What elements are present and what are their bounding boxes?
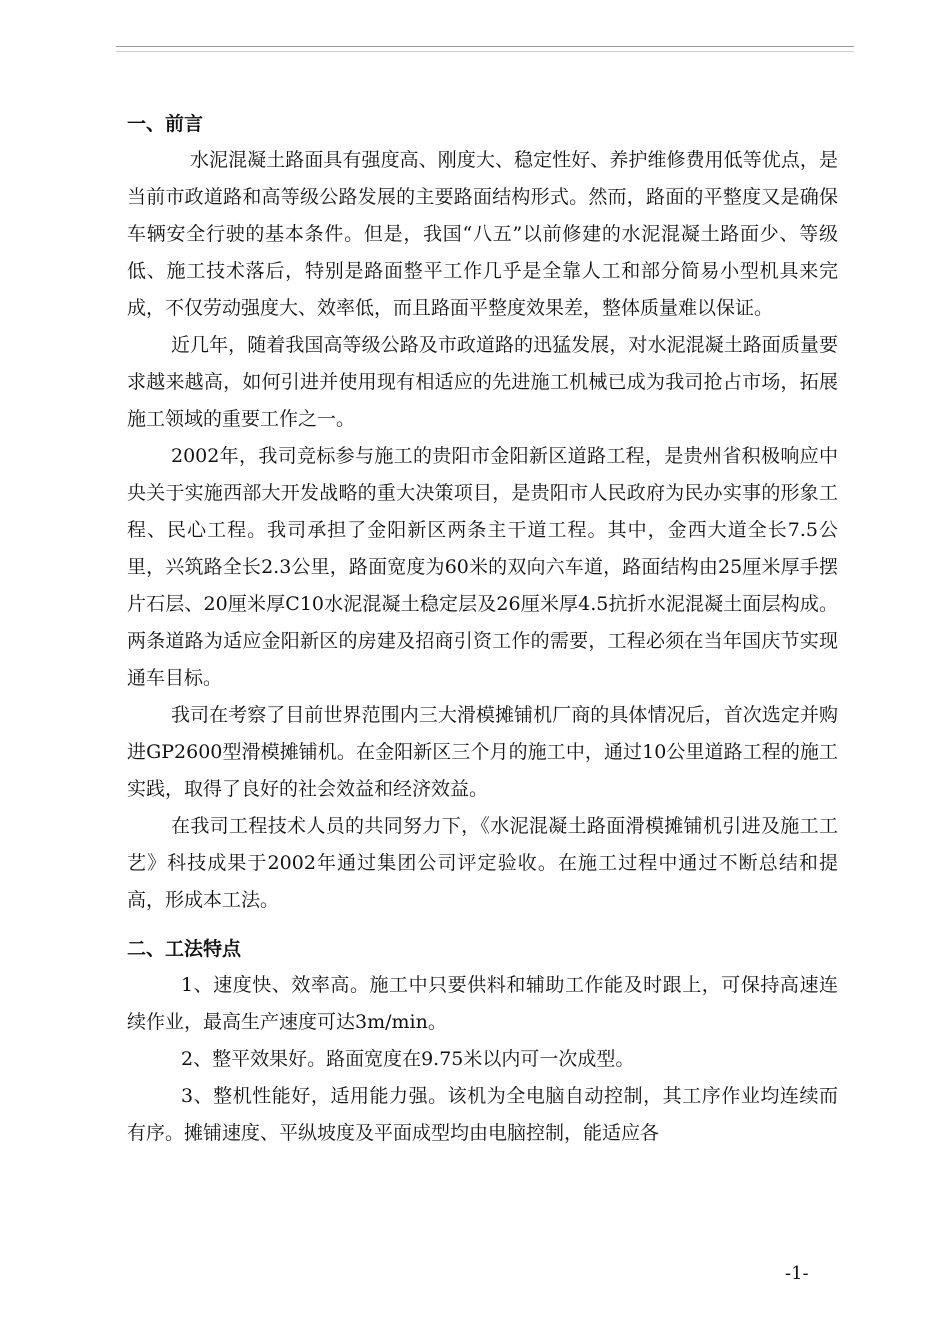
paragraph: 2、整平效果好。路面宽度在9.75米以内可一次成型。 (181, 1048, 635, 1070)
paragraph: 3、整机性能好，适用能力强。该机为全电脑自动控制，其工序作业均连续而有序。摊铺速度、平纵坡度及平面成型均由电脑控制，能适应各 (127, 1085, 838, 1144)
header-rule (116, 46, 854, 47)
paragraph: 水泥混凝土路面具有强度高、刚度大、稳定性好、养护维修费用低等优点，是当前市政道路和高等级公路发展的主要路面结构形式。然而，路面的平整度又是确保车辆安全行驶的基本条件。但是，我国“八五”以前修建的水泥混凝土路面少、等级低、施工技术落后，特别是路面整平工作几乎是全靠人工和部分简易小型机具来完成，不仅劳动强度大、效率低，而且路面平整度效果差，整体质量难以保证。 (127, 149, 838, 319)
document-body (127, 106, 838, 1152)
header-rule-secondary (116, 51, 854, 52)
paragraph: 近几年，随着我国高等级公路及市政道路的迅猛发展，对水泥混凝土路面质量要求越来越高，如何引进并使用现有相适应的先进施工机械已成为我司抢占市场，拓展施工领域的重要工作之一。 (127, 334, 838, 430)
section-heading-features: 二、工法特点 (127, 938, 242, 960)
paragraph: 我司在考察了目前世界范围内三大滑模摊铺机厂商的具体情况后，首次选定并购进GP2600型滑模摊铺机。在金阳新区三个月的施工中，通过10公里道路工程的施工实践，取得了良好的社会效益和经济效益。 (127, 704, 838, 800)
page-number: -1- (785, 1263, 809, 1284)
paragraph: 2002年，我司竞标参与施工的贵阳市金阳新区道路工程，是贵州省积极响应中央关于实施西部大开发战略的重大决策项目，是贵阳市人民政府为民办实事的形象工程、民心工程。我司承担了金阳新区两条主干道工程。其中，金西大道全长7.5公里，兴筑路全长2.3公里，路面宽度为60米的双向六车道，路面结构由25厘米厚手摆片石层、20厘米厚C10水泥混凝土稳定层及26厘米厚4.5抗折水泥混凝土面层构成。两条道路为适应金阳新区的房建及招商引资工作的需要，工程必须在当年国庆节实现通车目标。 (127, 445, 838, 689)
section-heading-preface: 一、前言 (127, 113, 204, 135)
paragraph: 在我司工程技术人员的共同努力下，《水泥混凝土路面滑模摊铺机引进及施工工艺》科技成果于2002年通过集团公司评定验收。在施工过程中通过不断总结和提高，形成本工法。 (127, 815, 838, 911)
paragraph: 1、速度快、效率高。施工中只要供料和辅助工作能及时跟上，可保持高速连续作业，最高生产速度可达3m/min。 (127, 974, 838, 1033)
